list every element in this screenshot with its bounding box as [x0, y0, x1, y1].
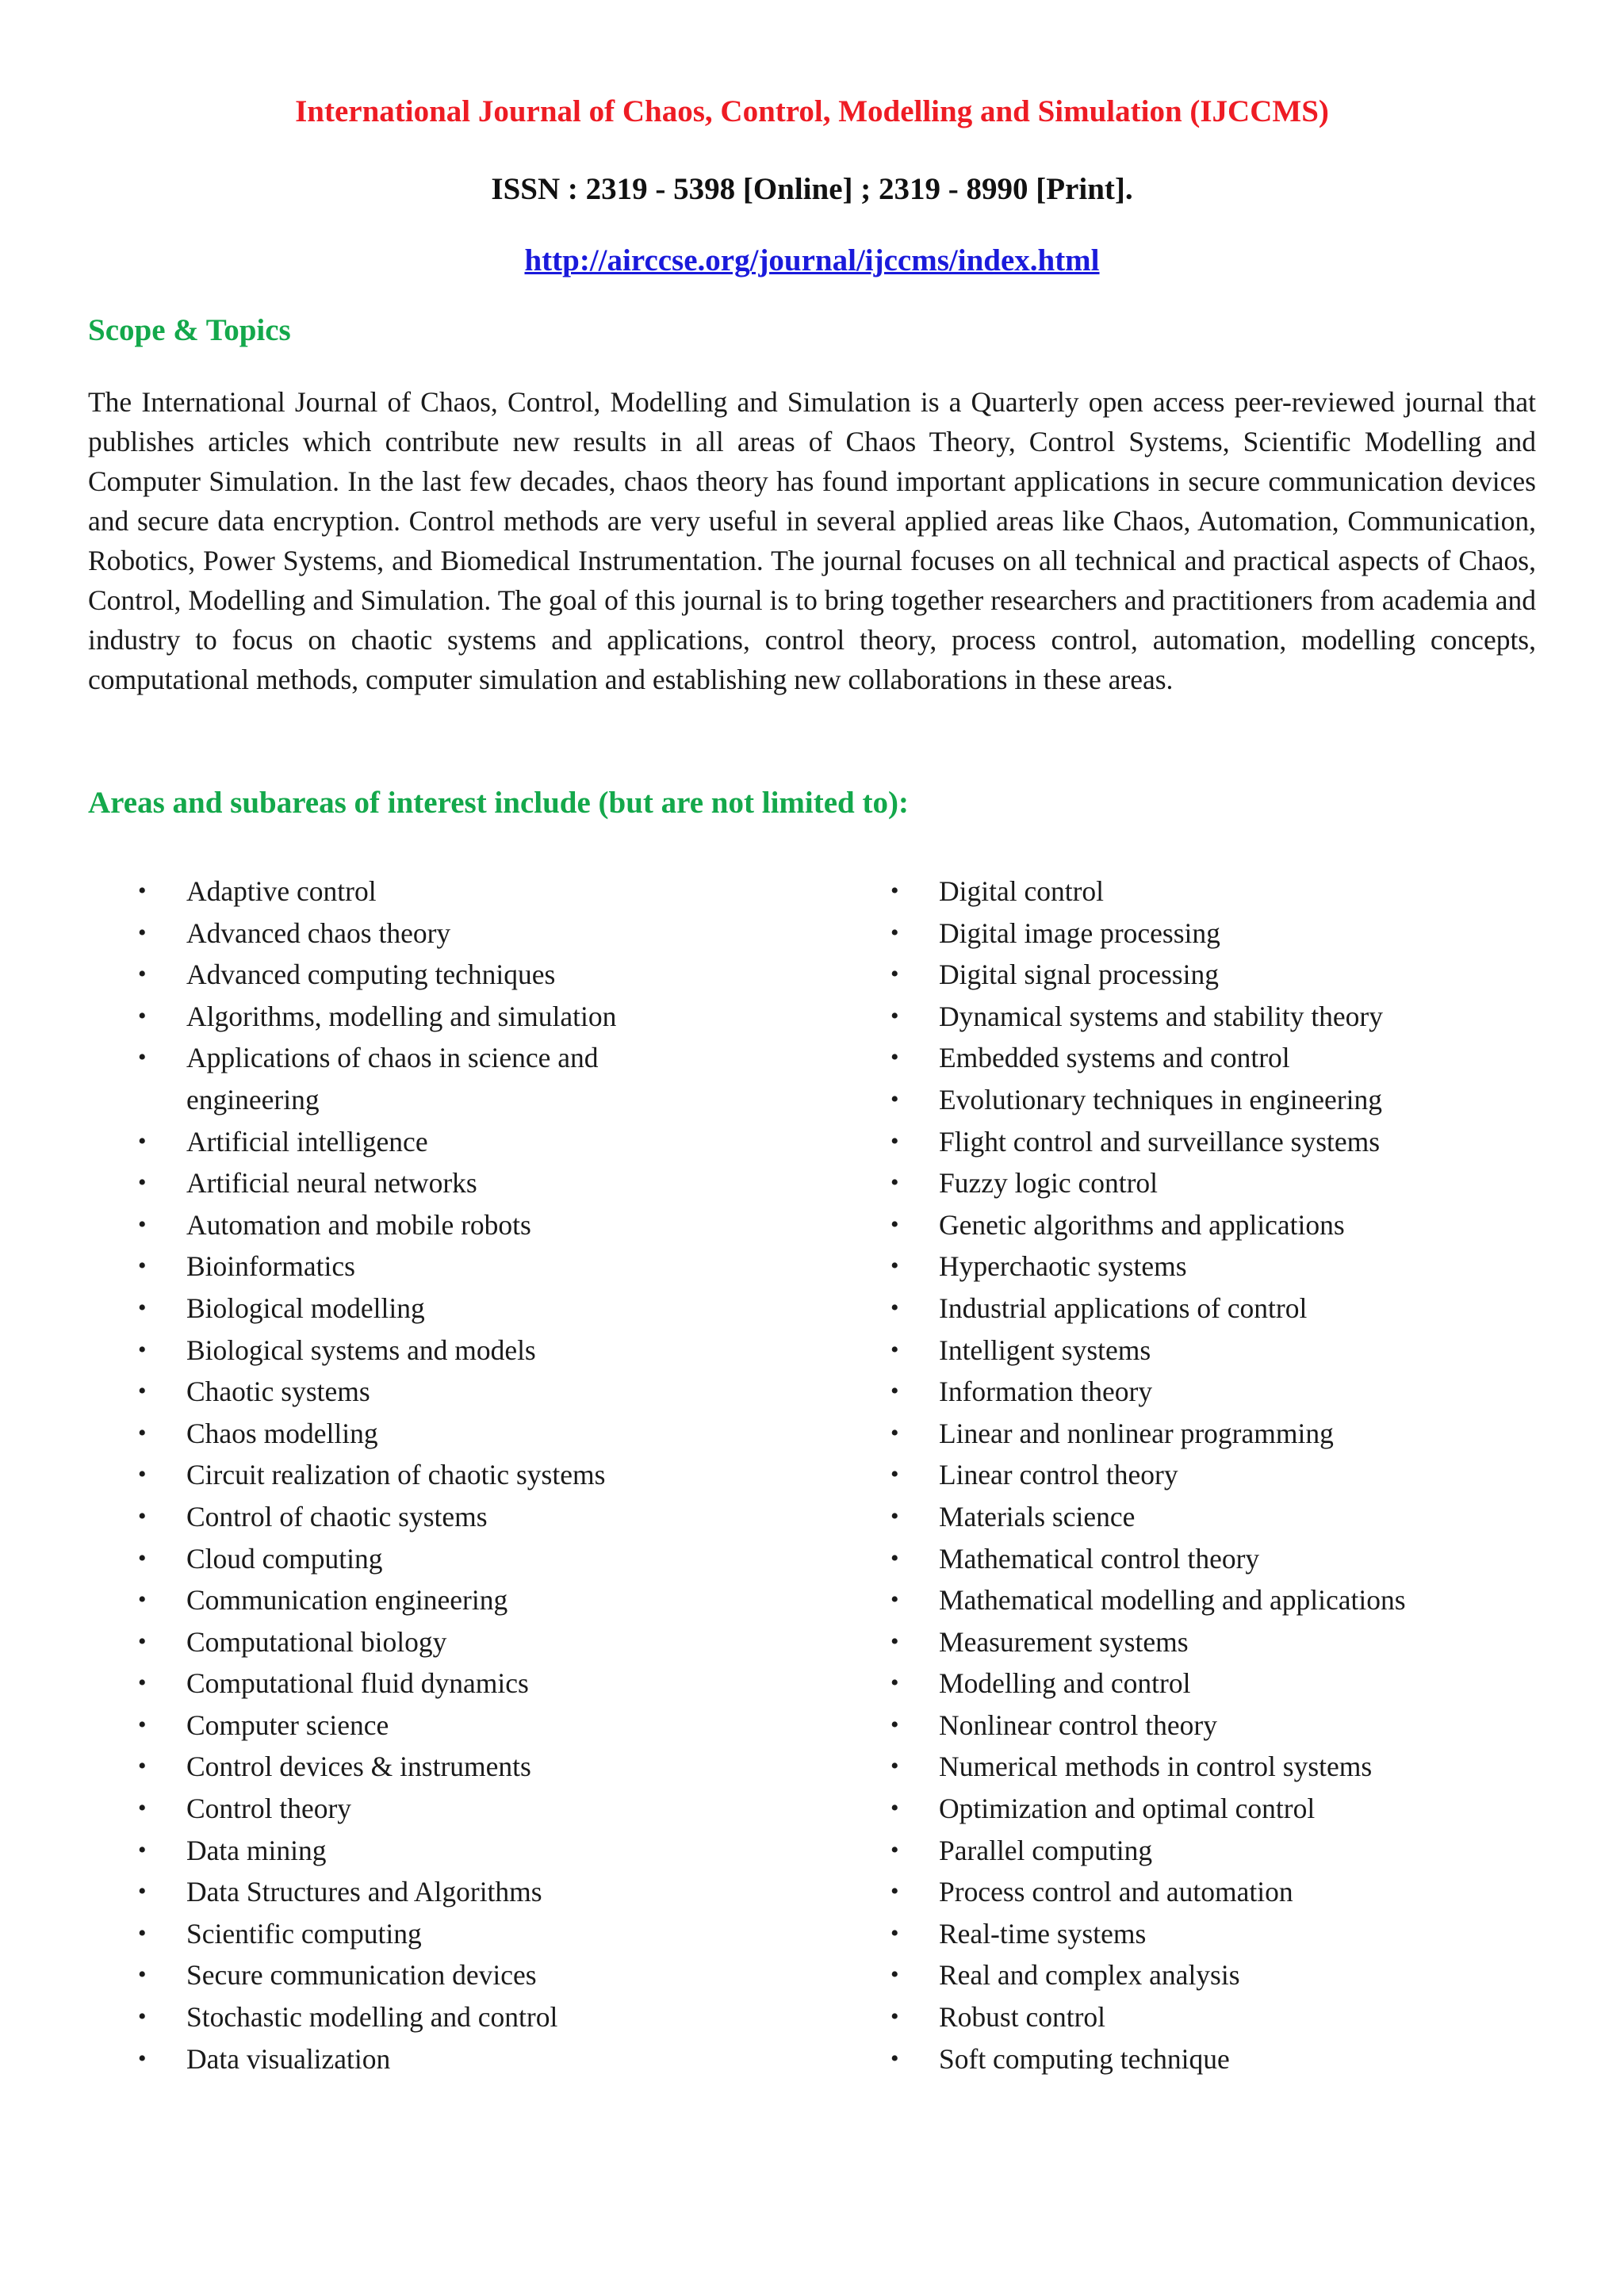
journal-title: International Journal of Chaos, Control, Modelling and Simulation (IJCCMS) [295, 94, 1329, 128]
bullet-icon: • [138, 2045, 147, 2072]
bullet-icon: • [891, 1253, 899, 1280]
bullet-icon: • [891, 1836, 899, 1863]
topic-list-item [861, 1121, 1527, 1163]
topic-list-item [861, 1162, 1527, 1204]
topic-label: Intelligent systems [939, 1334, 1151, 1366]
topic-label: Robust control [939, 2001, 1106, 2034]
topic-label: Measurement systems [939, 1625, 1189, 1658]
topics-list-left [88, 871, 722, 2080]
topic-label: Advanced chaos theory [186, 916, 451, 949]
topic-label: Bioinformatics [186, 1250, 355, 1283]
bullet-icon: • [891, 1586, 899, 1613]
bullet-icon: • [138, 1419, 147, 1446]
bullet-icon: • [138, 1795, 147, 1822]
topic-list-item [861, 1037, 1527, 1079]
bullet-icon: • [891, 1044, 899, 1071]
bullet-icon: • [891, 1670, 899, 1697]
bullet-icon: • [138, 1711, 147, 1738]
topic-list-item [88, 1204, 722, 1246]
topic-list-item [88, 1746, 722, 1788]
topic-label: Digital signal processing [939, 959, 1219, 991]
bullet-icon: • [138, 1670, 147, 1697]
topic-label: Real and complex analysis [939, 1959, 1240, 1992]
topic-list-item [861, 1746, 1527, 1788]
topic-list-item [861, 1705, 1527, 1747]
bullet-icon: • [138, 1002, 147, 1029]
topic-list-item [861, 871, 1527, 913]
bullet-icon: • [891, 1419, 899, 1446]
bullet-icon: • [138, 961, 147, 988]
topic-label: Embedded systems and control [939, 1042, 1290, 1074]
topic-list-item [861, 1663, 1527, 1705]
bullet-icon: • [138, 1211, 147, 1238]
bullet-icon: • [138, 1127, 147, 1154]
bullet-icon: • [891, 1085, 899, 1112]
bullet-icon: • [891, 1336, 899, 1363]
topic-label: Cloud computing [186, 1542, 383, 1575]
bullet-icon: • [891, 1544, 899, 1571]
topic-label: Evolutionary techniques in engineering [939, 1083, 1382, 1115]
topic-label: Fuzzy logic control [939, 1167, 1159, 1200]
topic-label: Linear control theory [939, 1459, 1178, 1491]
topic-label: Soft computing technique [939, 2042, 1230, 2075]
topic-list-item [88, 1871, 722, 1913]
topic-list-item [861, 1913, 1527, 1955]
bullet-icon: • [138, 2003, 147, 2030]
bullet-icon: • [138, 1628, 147, 1655]
topic-label: Data mining [186, 1834, 327, 1866]
topic-list-item [861, 1538, 1527, 1580]
journal-url-line [88, 243, 1536, 278]
topic-label: Mathematical control theory [939, 1542, 1260, 1575]
bullet-icon: • [891, 1628, 899, 1655]
bullet-icon: • [891, 1294, 899, 1321]
topic-label: Data visualization [186, 2042, 391, 2075]
topic-label: Control theory [186, 1793, 352, 1825]
bullet-icon: • [891, 1961, 899, 1988]
topic-list-item [88, 1663, 722, 1705]
topic-label: Optimization and optimal control [939, 1793, 1316, 1825]
topic-list-item [88, 1621, 722, 1663]
bullet-icon: • [138, 1169, 147, 1196]
scope-paragraph: The International Journal of Chaos, Control, Modelling and Simulation is a Quarterly open access peer-reviewed journal that publishes articles which contribute new results in all areas of Chaos Theory, Control Systems, Scientific Modelling and Computer Simulation. In the last few decades, chaos theory has found important applications in secure communication devices and secure data encryption. Control methods are very useful in several applied areas like Chaos, Automation, Communication, Robotics, Power Systems, and Biomedical Instrumentation. The journal focuses on all technical and practical aspects of Chaos, Control, Modelling and Simulation. The goal of this journal is to bring together researchers and practitioners from academia and industry to focus on chaotic systems and applications, control theory, process control, automation, modelling concepts, computational methods, computer simulation and establishing new collaborations in these areas. [88, 386, 1536, 695]
bullet-icon: • [891, 878, 899, 904]
bullet-icon: • [891, 1795, 899, 1822]
topic-list-item [861, 1330, 1527, 1372]
topic-list-item [861, 1454, 1527, 1496]
topic-list-item [861, 2038, 1527, 2080]
bullet-icon: • [891, 1002, 899, 1029]
bullet-icon: • [891, 1169, 899, 1196]
bullet-icon: • [138, 1586, 147, 1613]
topic-list-item [861, 1496, 1527, 1538]
topic-list-item [861, 1371, 1527, 1413]
topic-label: Digital image processing [939, 916, 1220, 949]
bullet-icon: • [138, 919, 147, 946]
topic-label: Chaos modelling [186, 1417, 378, 1449]
topic-label: Computer science [186, 1709, 389, 1741]
topic-list-item [88, 1830, 722, 1872]
bullet-icon: • [138, 1294, 147, 1321]
bullet-icon: • [138, 1544, 147, 1571]
topic-list-item [861, 913, 1527, 955]
topic-list-item [861, 1204, 1527, 1246]
topic-list-item [88, 1288, 722, 1330]
topic-list-item [88, 1705, 722, 1747]
topic-list-item [861, 1996, 1527, 2038]
bullet-icon: • [138, 1461, 147, 1488]
bullet-icon: • [891, 1378, 899, 1405]
topic-list-item [861, 996, 1527, 1038]
bullet-icon: • [138, 1836, 147, 1863]
topic-label: Information theory [939, 1376, 1153, 1408]
bullet-icon: • [138, 1919, 147, 1946]
bullet-icon: • [138, 1878, 147, 1905]
topic-label: Artificial neural networks [186, 1167, 477, 1200]
topic-list-item [88, 1246, 722, 1288]
topic-list-item [88, 1579, 722, 1621]
topic-label: Nonlinear control theory [939, 1709, 1217, 1741]
topic-list-item [861, 1579, 1527, 1621]
bullet-icon: • [891, 2003, 899, 2030]
bullet-icon: • [891, 1127, 899, 1154]
topic-label: Mathematical modelling and applications [939, 1584, 1406, 1617]
topic-list-item [861, 1246, 1527, 1288]
topic-label: Flight control and surveillance systems [939, 1125, 1381, 1158]
topic-label: Hyperchaotic systems [939, 1250, 1187, 1283]
topic-list-item [861, 954, 1527, 996]
topic-label: Materials science [939, 1500, 1136, 1533]
topic-list-item [88, 1454, 722, 1496]
bullet-icon: • [138, 1253, 147, 1280]
topic-label: Process control and automation [939, 1876, 1293, 1908]
bullet-icon: • [891, 919, 899, 946]
topic-list-item [88, 1121, 722, 1163]
topic-label: Numerical methods in control systems [939, 1751, 1373, 1783]
topic-label: Computational fluid dynamics [186, 1667, 529, 1700]
bullet-icon: • [138, 1044, 147, 1071]
bullet-icon: • [891, 1502, 899, 1529]
bullet-icon: • [138, 1336, 147, 1363]
topic-label: Artificial intelligence [186, 1125, 428, 1158]
topic-label: Linear and nonlinear programming [939, 1417, 1334, 1449]
topic-label: Industrial applications of control [939, 1292, 1308, 1324]
topics-list-right [861, 871, 1527, 2080]
bullet-icon: • [138, 878, 147, 904]
topic-label: Stochastic modelling and control [186, 2001, 558, 2034]
topic-label: Scientific computing [186, 1917, 422, 1950]
topic-list-item [88, 1996, 722, 2038]
topic-label: Automation and mobile robots [186, 1208, 531, 1241]
bullet-icon: • [891, 1211, 899, 1238]
topic-list-item [88, 1538, 722, 1580]
issn-line: ISSN : 2319 - 5398 [Online] ; 2319 - 8990 [Print]. [491, 172, 1133, 206]
topic-list-item [88, 1371, 722, 1413]
topic-list-item [861, 1830, 1527, 1872]
topic-list-item [861, 1079, 1527, 1121]
bullet-icon: • [138, 1502, 147, 1529]
topic-label: Adaptive control [186, 875, 377, 907]
topic-list-item [88, 913, 722, 955]
topic-label: Secure communication devices [186, 1959, 537, 1992]
topic-label: Algorithms, modelling and simulation [186, 1000, 617, 1032]
journal-url-link[interactable]: http://airccse.org/journal/ijccms/index.html [524, 243, 1100, 277]
topic-list-item [88, 954, 722, 996]
bullet-icon: • [138, 1961, 147, 1988]
topic-list-item [88, 1037, 722, 1120]
areas-heading: Areas and subareas of interest include (but are not limited to): [88, 786, 909, 820]
bullet-icon: • [891, 961, 899, 988]
topic-label: Biological systems and models [186, 1334, 536, 1366]
topic-list-item [88, 1413, 722, 1455]
topic-label: Biological modelling [186, 1292, 425, 1324]
bullet-icon: • [891, 1753, 899, 1780]
bullet-icon: • [138, 1753, 147, 1780]
topic-label: Communication engineering [186, 1584, 508, 1617]
bullet-icon: • [891, 1711, 899, 1738]
topic-label: Applications of chaos in science and engineering [186, 1042, 599, 1115]
topic-label: Real-time systems [939, 1917, 1147, 1950]
topic-list-item [88, 1496, 722, 1538]
topic-list-item [88, 1330, 722, 1372]
topic-label: Parallel computing [939, 1834, 1153, 1866]
topic-label: Modelling and control [939, 1667, 1191, 1700]
bullet-icon: • [138, 1378, 147, 1405]
topic-list-item [88, 1162, 722, 1204]
topic-list-item [861, 1871, 1527, 1913]
topic-label: Control of chaotic systems [186, 1500, 488, 1533]
topic-label: Control devices & instruments [186, 1751, 531, 1783]
topic-label: Dynamical systems and stability theory [939, 1000, 1384, 1032]
topic-label: Advanced computing techniques [186, 959, 556, 991]
topic-list-item [861, 1621, 1527, 1663]
topic-list-item [861, 1954, 1527, 1996]
topic-label: Circuit realization of chaotic systems [186, 1459, 606, 1491]
topic-list-item [88, 1954, 722, 1996]
bullet-icon: • [891, 1878, 899, 1905]
bullet-icon: • [891, 2045, 899, 2072]
topic-list-item [88, 996, 722, 1038]
topic-list-item [88, 1913, 722, 1955]
topic-label: Chaotic systems [186, 1376, 370, 1408]
bullet-icon: • [891, 1461, 899, 1488]
topic-label: Data Structures and Algorithms [186, 1876, 542, 1908]
topic-label: Computational biology [186, 1625, 447, 1658]
topic-list-item [88, 871, 722, 913]
topic-list-item [88, 1788, 722, 1830]
topic-list-item [861, 1288, 1527, 1330]
topic-list-item [861, 1413, 1527, 1455]
bullet-icon: • [891, 1919, 899, 1946]
topic-list-item [861, 1788, 1527, 1830]
topic-label: Digital control [939, 875, 1105, 907]
scope-heading: Scope & Topics [88, 313, 291, 347]
topic-list-item [88, 2038, 722, 2080]
topic-label: Genetic algorithms and applications [939, 1208, 1345, 1241]
